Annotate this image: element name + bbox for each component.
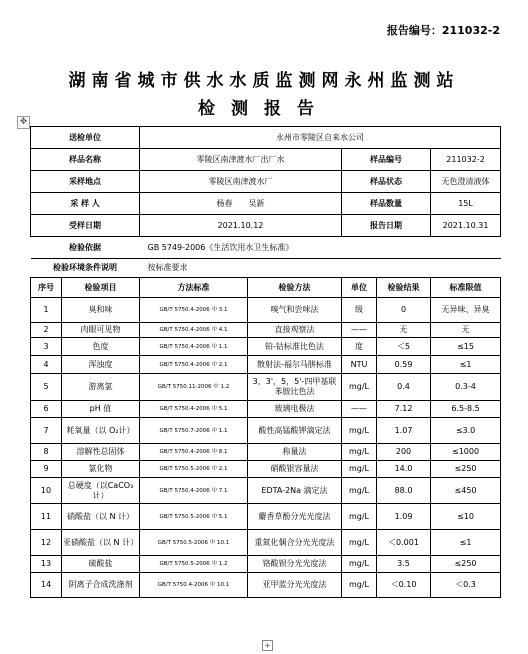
table-row [31,478,501,504]
cell-method: 硝酸银容量法 [248,461,342,478]
table-row [31,298,501,323]
cell-std: GB/T 5750.4-2006 中 10.1 [140,573,248,598]
table-row [31,504,501,530]
site-label: 采样地点 [31,171,140,193]
cell-method: 直接观察法 [248,323,342,338]
cell-limit: ≤250 [431,556,501,573]
cell-std: GB/T 5750.4-2006 中 5.1 [140,401,248,418]
col-header-result: 检验结果 [377,278,431,298]
info-row-env [31,259,501,278]
cell-result: 88.0 [377,478,431,504]
cell-limit: ≤1000 [431,444,501,461]
cell-no: 4 [31,356,62,374]
cell-item: 阴离子合成洗涤剂 [62,573,140,598]
recv-date-value: 2021.10.12 [140,215,342,237]
cell-method: 铬酸钡分光光度法 [248,556,342,573]
table-row [31,573,501,598]
cell-unit: NTU [342,356,377,374]
cell-unit: 级 [342,298,377,323]
sample-no-value: 211032-2 [431,149,501,171]
cell-std: GB/T 5750.4-2006 中 4.1 [140,323,248,338]
cell-item: 耗氧量（以 O₂计） [62,418,140,444]
cell-method: 玻璃电极法 [248,401,342,418]
unit-label: 送检单位 [31,127,140,149]
table-row [31,418,501,444]
cell-limit: 0.3-4 [431,374,501,401]
cell-item: 硫酸盐 [62,556,140,573]
cell-no: 10 [31,478,62,504]
basis-value: GB 5749-2006《生活饮用水卫生标准》 [140,237,501,259]
sample-name-label: 样品名称 [31,149,140,171]
cell-unit: mg/L [342,374,377,401]
report-subtitle: 检测报告 [198,99,330,119]
cell-unit: mg/L [342,573,377,598]
info-row-site [31,171,501,193]
cell-unit: mg/L [342,418,377,444]
sampler-value: 杨春 吴新 [140,193,342,215]
info-row-dates [31,215,501,237]
cell-result: 无 [377,323,431,338]
info-row-sample [31,149,501,171]
cell-method: 称量法 [248,444,342,461]
cell-method: 麝香草酚分光光度法 [248,504,342,530]
report-date-label: 报告日期 [342,215,431,237]
site-value: 零陵区南津渡水厂 [140,171,342,193]
cell-limit: ≤250 [431,461,501,478]
state-label: 样品状态 [342,171,431,193]
cell-std: GB/T 5750.5-2006 中 2.1 [140,461,248,478]
cell-item: 臭和味 [62,298,140,323]
cell-limit: 6.5-8.5 [431,401,501,418]
cell-result: 0.4 [377,374,431,401]
table-row [31,323,501,338]
cell-limit: 无异味、异臭 [431,298,501,323]
cell-no: 12 [31,530,62,556]
col-header-no: 序号 [31,278,62,298]
cell-no: 1 [31,298,62,323]
col-header-std: 方法标准 [140,278,248,298]
table-row [31,374,501,401]
cell-result: 1.07 [377,418,431,444]
cell-method: 亚甲蓝分光光度法 [248,573,342,598]
col-header-limit: 标准限值 [431,278,501,298]
cell-item: 色度 [62,338,140,356]
cell-std: GB/T 5750.5-2006 中 1.2 [140,556,248,573]
info-row-sampler [31,193,501,215]
cell-limit: ≤450 [431,478,501,504]
col-header-unit: 单位 [342,278,377,298]
cell-item: 肉眼可见物 [62,323,140,338]
cell-method: 散射法-福尔马肼标准 [248,356,342,374]
cell-no: 6 [31,401,62,418]
cell-result: ＜0.001 [377,530,431,556]
cell-unit: mg/L [342,556,377,573]
report-title: 湖南省城市供水水质监测网永州监测站 [68,71,460,91]
basis-label: 检验依据 [31,237,140,259]
cell-item: 游离氯 [62,374,140,401]
qty-value: 15L [431,193,501,215]
cell-std: GB/T 5750.4-2006 中 1.1 [140,338,248,356]
state-value: 无色澄清液体 [431,171,501,193]
cell-result: 3.5 [377,556,431,573]
cell-std: GB/T 5750.11-2006 中 1.2 [140,374,248,401]
cell-limit: ≤15 [431,338,501,356]
cell-unit: —— [342,323,377,338]
cell-result: 200 [377,444,431,461]
cell-item: 硝酸盐（以 N 计） [62,504,140,530]
cell-item: 浑浊度 [62,356,140,374]
cell-limit: ＜0.3 [431,573,501,598]
cell-no: 13 [31,556,62,573]
cell-limit: 无 [431,323,501,338]
cell-no: 8 [31,444,62,461]
report-date-value: 2021.10.31 [431,215,501,237]
cell-std: GB/T 5750.5-2006 中 5.1 [140,504,248,530]
cell-item: 亚硝酸盐（以 N 计） [62,530,140,556]
cell-unit: mg/L [342,530,377,556]
sampler-label: 采 样 人 [31,193,140,215]
table-row [31,461,501,478]
cell-unit: 度 [342,338,377,356]
cell-method: 酸性高锰酸钾滴定法 [248,418,342,444]
table-move-handle-icon[interactable]: ✥ [17,116,30,129]
cell-method: 嗅气和尝味法 [248,298,342,323]
results-body [31,298,501,598]
cell-unit: mg/L [342,461,377,478]
env-value: 按标准要求 [140,259,501,278]
cell-unit: mg/L [342,478,377,504]
report-number: 报告编号：211032-2 [386,24,500,37]
info-row-unit [31,127,501,149]
cell-std: GB/T 5750.4-2006 中 7.1 [140,478,248,504]
cell-unit: mg/L [342,504,377,530]
cell-no: 7 [31,418,62,444]
cell-item: pH 值 [62,401,140,418]
recv-date-label: 受样日期 [31,215,140,237]
cell-result: ＜5 [377,338,431,356]
results-header-row [31,278,501,298]
table-row [31,530,501,556]
env-label: 检验环境条件说明 [31,259,140,278]
cell-item: 溶解性总固体 [62,444,140,461]
info-row-basis [31,237,501,259]
cell-result: 7.12 [377,401,431,418]
cell-result: 14.0 [377,461,431,478]
add-column-icon[interactable]: + [262,640,273,651]
table-row [31,556,501,573]
cell-std: GB/T 5750.5-2006 中 10.1 [140,530,248,556]
cell-unit: mg/L [342,444,377,461]
table-row [31,356,501,374]
cell-result: 1.09 [377,504,431,530]
cell-no: 2 [31,323,62,338]
cell-method: 铂-钴标准比色法 [248,338,342,356]
cell-limit: ≤3.0 [431,418,501,444]
cell-no: 14 [31,573,62,598]
col-header-item: 检验项目 [62,278,140,298]
sample-no-label: 样品编号 [342,149,431,171]
cell-limit: ≤10 [431,504,501,530]
table-row [31,444,501,461]
cell-no: 9 [31,461,62,478]
qty-label: 样品数量 [342,193,431,215]
cell-result: ＜0.10 [377,573,431,598]
col-header-method: 检验方法 [248,278,342,298]
cell-limit: ≤1 [431,356,501,374]
cell-limit: ≤1 [431,530,501,556]
cell-no: 5 [31,374,62,401]
table-row [31,401,501,418]
cell-std: GB/T 5750.7-2006 中 1.1 [140,418,248,444]
cell-std: GB/T 5750.4-2006 中 3.1 [140,298,248,323]
cell-result: 0.59 [377,356,431,374]
sample-name-value: 零陵区南津渡水厂出厂水 [140,149,342,171]
cell-result: 0 [377,298,431,323]
cell-std: GB/T 5750.4-2006 中 2.1 [140,356,248,374]
cell-no: 11 [31,504,62,530]
cell-method: EDTA-2Na 滴定法 [248,478,342,504]
unit-value: 永州市零陵区自来水公司 [140,127,501,149]
cell-no: 3 [31,338,62,356]
table-row [31,338,501,356]
cell-std: GB/T 5750.4-2006 中 8.1 [140,444,248,461]
report-table [30,126,501,598]
cell-method: 3，3'，5，5'-四甲基联苯胺比色法 [248,374,342,401]
cell-method: 重氮化偶合分光光度法 [248,530,342,556]
cell-item: 氯化物 [62,461,140,478]
cell-unit: —— [342,401,377,418]
cell-item: 总硬度（以CaCO₃计） [62,478,140,504]
